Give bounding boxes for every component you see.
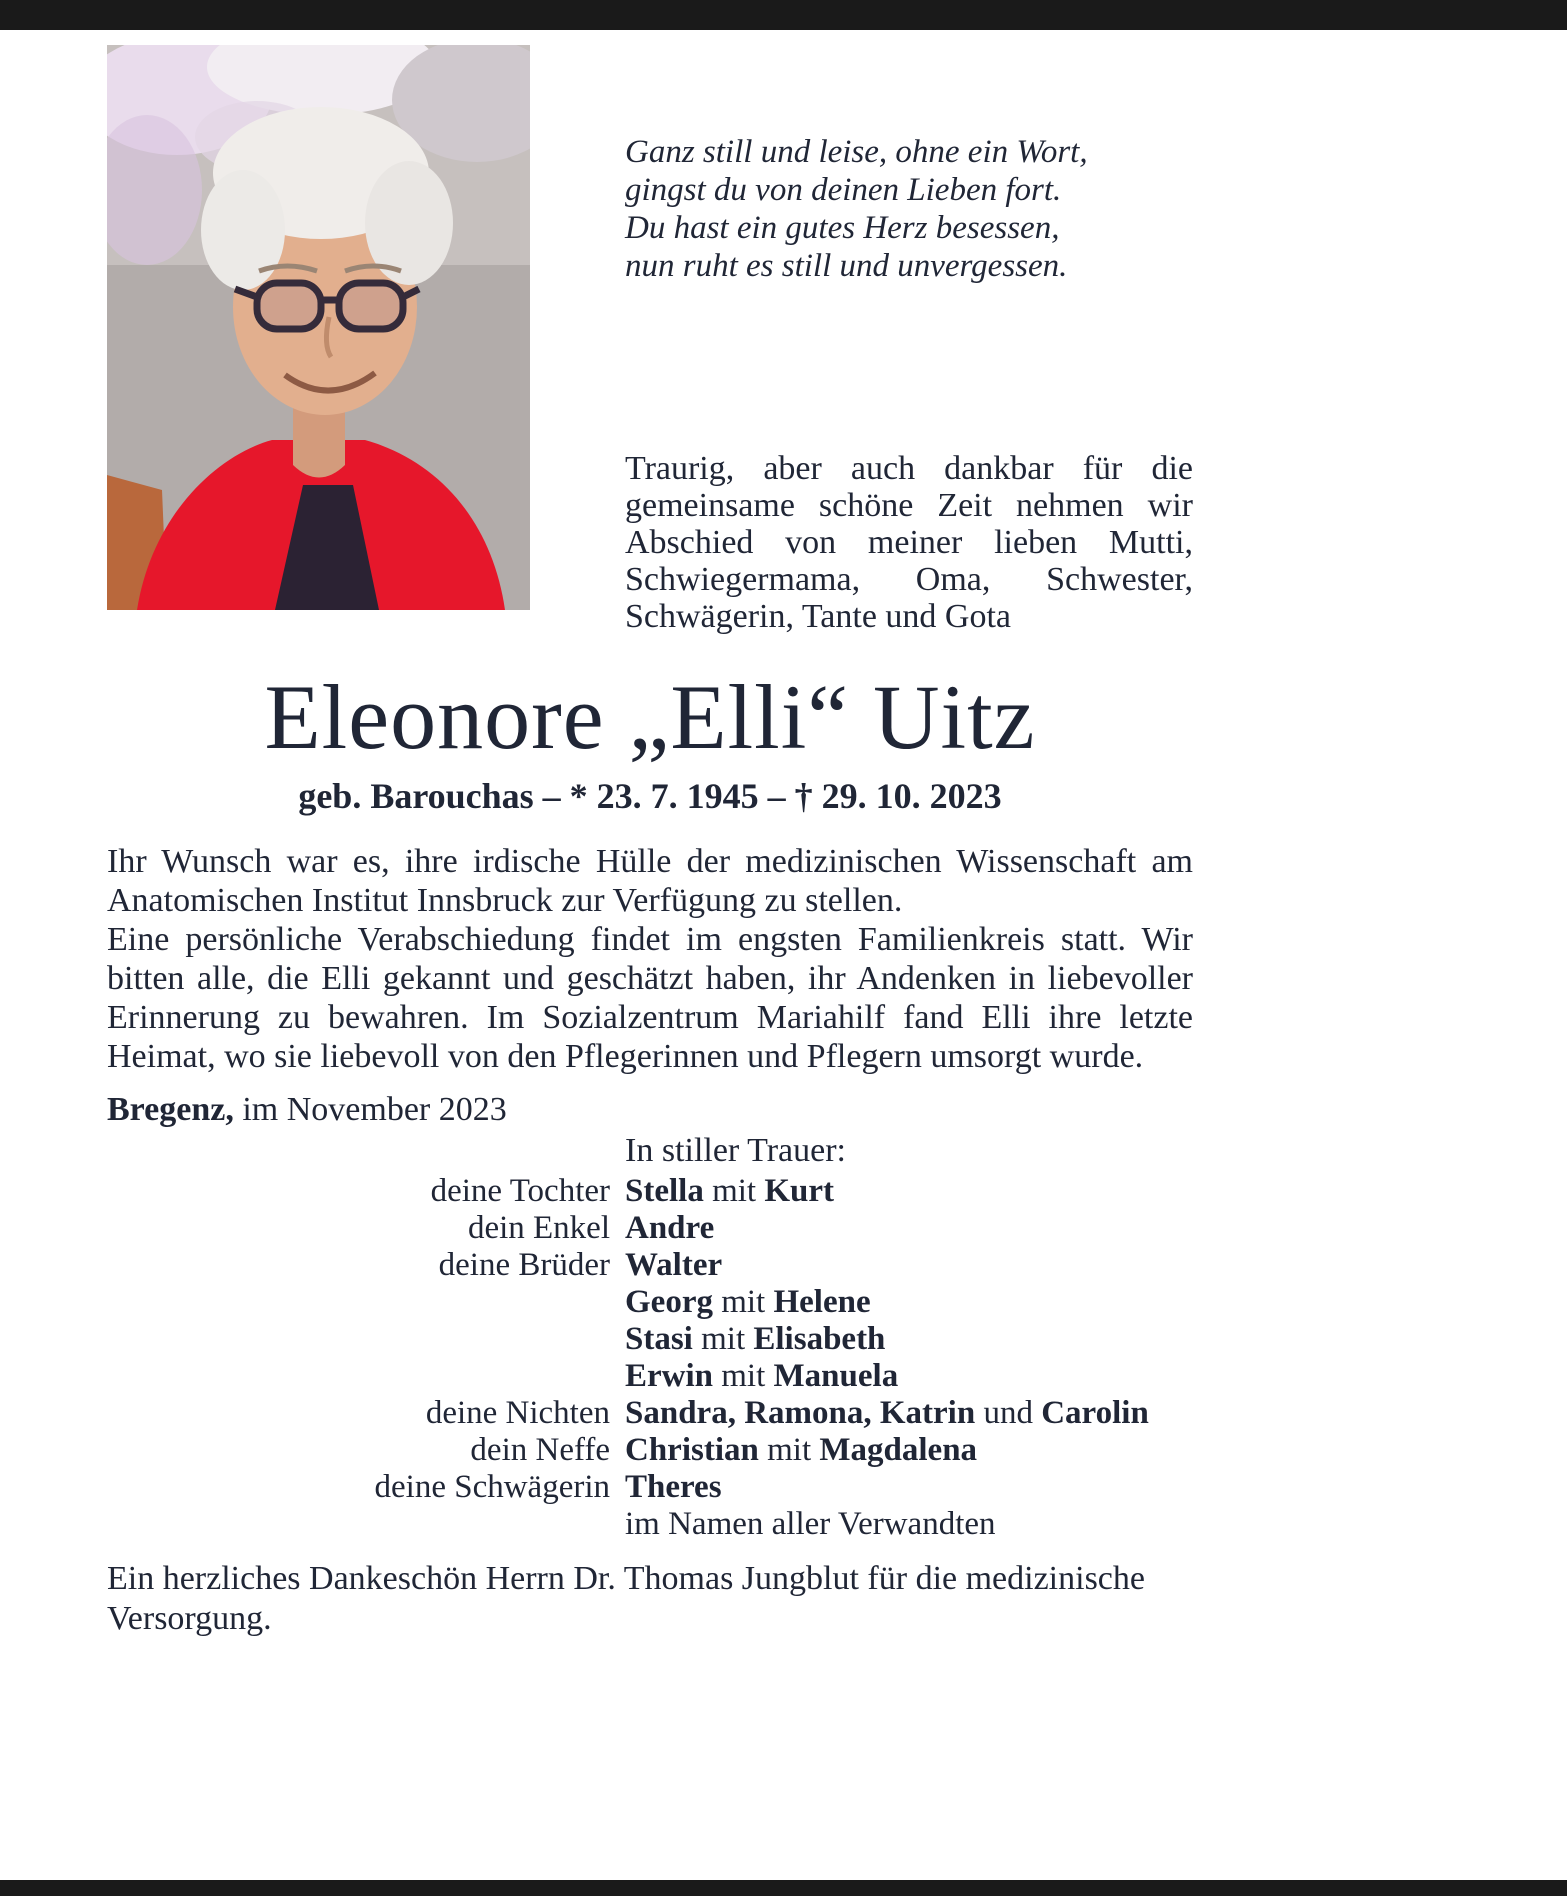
deceased-name: Eleonore „Elli“ Uitz (264, 666, 1036, 768)
memorial-poem (625, 133, 1193, 285)
portrait-illustration (107, 45, 530, 610)
place-date: im November 2023 (233, 1091, 507, 1128)
poem-line: Ganz still und leise, ohne ein Wort, (625, 134, 1088, 170)
mourner-relation-label: dein Neffe (470, 1432, 610, 1468)
mourner-names: Stasi mit Elisabeth (625, 1321, 886, 1357)
mourner-names: Georg mit Helene (625, 1284, 871, 1320)
mourner-row (107, 1173, 1193, 1210)
mourner-relation-label: dein Enkel (467, 1210, 610, 1246)
poem-line: nun ruht es still und unvergessen. (625, 248, 1068, 284)
closing-thanks: Ein herzliches Dankeschön Herrn Dr. Thomas Jungblut für die medizinische Versorgung. (107, 1560, 1145, 1637)
place-date-line (107, 1090, 1193, 1129)
mourner-names: Theres (625, 1469, 722, 1505)
mourner-names: Walter (625, 1247, 723, 1283)
obituary-content (107, 30, 1193, 1639)
poem-line: Du hast ein gutes Herz besessen, (625, 210, 1060, 246)
mourner-relation-label (107, 1506, 610, 1543)
mourner-relation-label (107, 1321, 610, 1358)
announcement-body (107, 842, 1193, 1076)
mourner-names: Sandra, Ramona, Katrin und Carolin (625, 1395, 1149, 1431)
top-crop-bar (0, 0, 1567, 30)
intro-paragraph: Traurig, aber auch dankbar für die gemeinsame schöne Zeit nehmen wir Abschied von meiner lieben Mutti, Schwiegermama, Oma, Schwester, Schwägerin, Tante und Gota (625, 450, 1193, 635)
birth-death-dates: geb. Barouchas – * 23. 7. 1945 – † 29. 10. 2023 (298, 776, 1002, 816)
mourners-list (107, 1173, 1193, 1543)
mourner-row (107, 1395, 1193, 1432)
mourner-relation-label (107, 1284, 610, 1321)
portrait-photo (107, 45, 530, 610)
mourner-row (107, 1210, 1193, 1247)
mourner-row (107, 1432, 1193, 1469)
mourner-names: im Namen aller Verwandten (625, 1506, 996, 1542)
mourner-row (107, 1284, 1193, 1321)
mourner-row (107, 1247, 1193, 1284)
mourner-row (107, 1469, 1193, 1506)
mourner-row (107, 1506, 1193, 1543)
body-paragraph-1: Ihr Wunsch war es, ihre irdische Hülle der medizinischen Wissenschaft am Anatomischen Institut Innsbruck zur Verfügung zu stellen. (107, 843, 1193, 919)
poem-line: gingst du von deinen Lieben fort. (625, 172, 1062, 208)
body-paragraph-2: Eine persönliche Verabschiedung findet im engsten Familienkreis statt. Wir bitten alle, die Elli gekannt und geschätzt haben, ihr Andenken in liebevoller Erinnerung zu bewahren. Im Sozialzentrum Mariahilf fand Elli ihre letzte Heimat, wo sie liebevoll von den Pflegerinnen und Pflegern umsorgt wurde. (107, 921, 1193, 1075)
mourner-relation-label: deine Tochter (430, 1173, 610, 1209)
place-name: Bregenz, (107, 1091, 234, 1128)
mourner-names: Erwin mit Manuela (625, 1358, 899, 1394)
mourning-header: In stiller Trauer: (625, 1132, 846, 1169)
mourner-relation-label: deine Nichten (425, 1395, 610, 1431)
mourner-names: Andre (625, 1210, 715, 1246)
mourner-row (107, 1321, 1193, 1358)
mourner-names: Stella mit Kurt (625, 1173, 835, 1209)
bottom-crop-bar (0, 1880, 1567, 1896)
mourner-relation-label: deine Brüder (438, 1247, 610, 1283)
header-text-column (625, 45, 1193, 635)
mourner-row (107, 1358, 1193, 1395)
header-row (107, 45, 1193, 635)
mourner-relation-label (107, 1358, 610, 1395)
mourner-relation-label: deine Schwägerin (374, 1469, 610, 1505)
mourner-names: Christian mit Magdalena (625, 1432, 978, 1468)
